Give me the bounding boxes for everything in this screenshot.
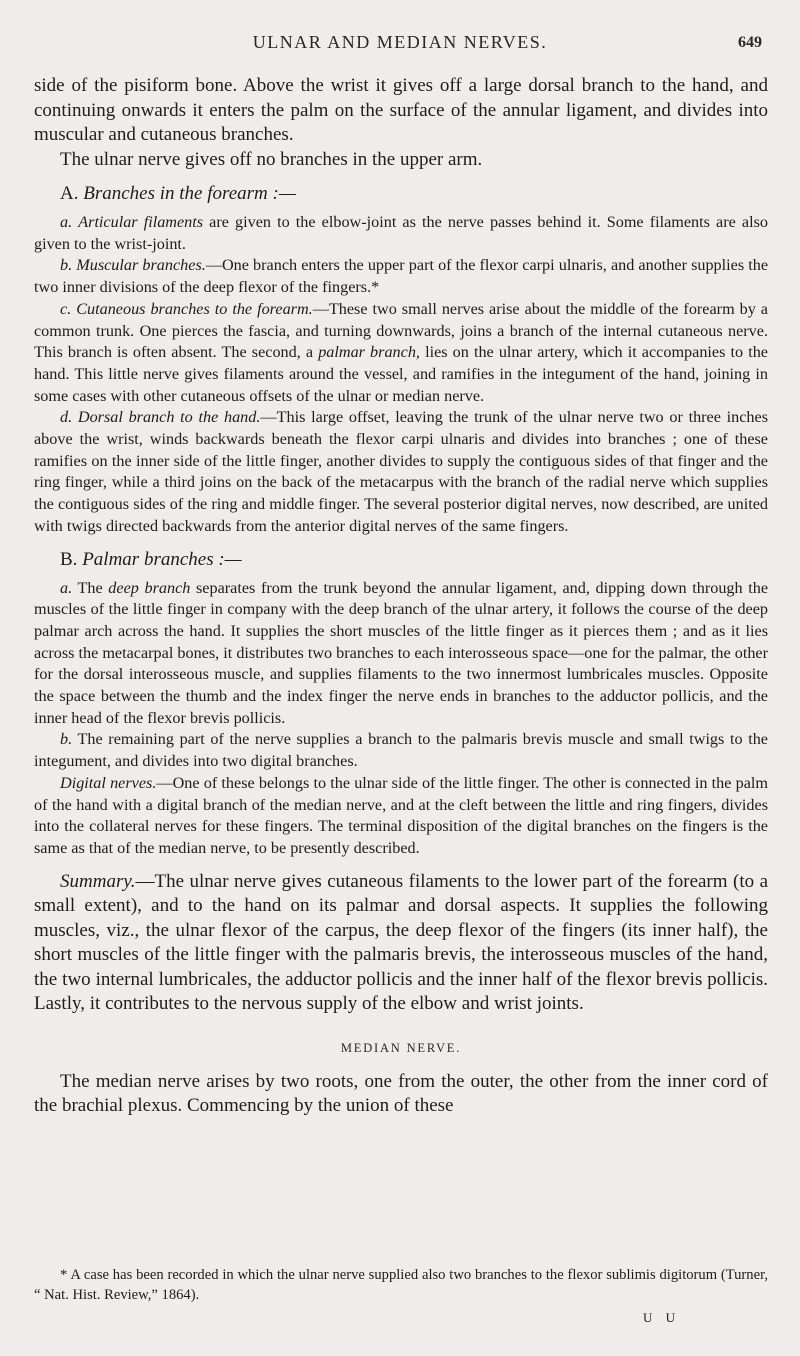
item-text: —One of these belongs to the ulnar side of the little finger. The other is connected in the palm of the hand with a digital branch of the median nerve, and at the cleft between the little and ring fingers, divides into the collateral nerves for these fingers. The terminal disposition of the digital branches on the fingers is the same as that of the median nerve, to be presently described.: [34, 773, 768, 857]
item-letter: b.: [60, 256, 73, 275]
item-text: separates from the trunk beyond the annular ligament, and, dipping down through the muscles of the little finger in company with the deep branch of the ulnar artery, it follows the course of the deep palmar arch across the hand. It supplies the short muscles of the little finger as it pierces them ; and as it lies across the metacarpal bones, it distributes two branches to each interosseous space—one for the palmar, the other for the dorsal interosseous muscle, and supplies filaments to the two innermost lumbricales muscles. Opposite the space between the thumb and the index finger the nerve ends in branches to the adductor pollicis, and the inner head of the flexor brevis pollicis.: [34, 578, 769, 727]
item-title: Cutaneous branches to the forearm.: [76, 299, 313, 318]
paragraph-dorsal: [34, 407, 768, 537]
paragraph-cutaneous: [34, 299, 768, 408]
signature-mark: U U: [642, 1310, 680, 1325]
item-letter: b.: [60, 730, 73, 749]
item-title: Digital nerves.: [60, 773, 157, 792]
item-title: Dorsal branch to the hand.: [77, 408, 261, 427]
section-letter: A.: [60, 183, 79, 204]
item-title: Articular filaments: [78, 213, 204, 231]
item-title: Muscular branches.: [76, 256, 206, 275]
section-title: Palmar branches :—: [82, 548, 242, 570]
item-text: —These two small nerves arise about the middle of the forearm by a common trunk. One pierces the fascia, and turning downwards, joins a branch of the internal cutaneous nerve. This branch is often absent. The second, a: [34, 299, 768, 362]
item-letter: c.: [60, 299, 72, 318]
paragraph-median-nerve: The median nerve arises by two roots, one from the outer, the other from the inner cord of the brachial plexus. Commencing by the union of these: [34, 1070, 768, 1117]
paragraph-deep-branch: [34, 578, 768, 730]
body-text: [34, 74, 768, 1119]
item-italic: deep branch: [108, 578, 191, 597]
page-number: 649: [738, 34, 762, 51]
paragraph-continuation: side of the pisiform bone. Above the wrist it gives off a large dorsal branch to the hand, and continuing onwards it enters the palm on the surface of the annular ligament, and divides into muscular and cutaneous branches.: [34, 75, 768, 145]
paragraph-digital-nerves: [34, 773, 768, 860]
section-heading-forearm: [34, 182, 768, 206]
paragraph-upper-arm: The ulnar nerve gives off no branches in the upper arm.: [60, 148, 483, 170]
running-title: ULNAR AND MEDIAN NERVES.: [252, 32, 548, 52]
item-letter: a.: [60, 578, 73, 597]
item-letter: d.: [60, 408, 73, 427]
section-heading-palmar: [34, 548, 768, 572]
page-header: [0, 32, 800, 62]
paragraph-remaining-part: [34, 729, 768, 772]
item-text: —The ulnar nerve gives cutaneous filaments to the lower part of the forearm (to a small extent), and to the hand on its palmar and dorsal aspects. It supplies the following muscles, viz., the ulnar flexor of the carpus, the deep flexor of the fingers (its inner half), the short muscles of the little finger with the palmaris brevis, the interosseous muscles of the hand, the two internal lumbricales, the adductor pollicis and the inner half of the flexor brevis pollicis. Lastly, it contributes to the nervous supply of the elbow and wrist joints.: [34, 870, 768, 1015]
item-text: are given to the elbow-joint as the nerve passes behind it. Some filaments are also given to the wrist-joint.: [34, 213, 768, 253]
item-text: —This large offset, leaving the trunk of the ulnar nerve two or three inches above the wrist, winds backwards beneath the flexor carpi ulnaris and divides into branches ; one of these ramifies on the inner side of the little finger, another divides to supply the contiguous sides of that finger and the ring finger, while a third joins on the back of the metacarpus with the branch of the radial nerve which supplies the contiguous sides of the ring and middle finger. The several posterior digital nerves, now described, are united with twigs directed backwards from the anterior digital nerves of the same fingers.: [34, 408, 769, 535]
footnote: * A case has been recorded in which the ulnar nerve supplied also two branches to the flexor sublimis digitorum (Turner, “ Nat. Hist. Review,” 1864).: [34, 1267, 768, 1303]
median-nerve-heading: MEDIAN NERVE.: [340, 1040, 462, 1055]
item-text: The remaining part of the nerve supplies a branch to the palmaris brevis muscle and small twigs to the integument, and divides into two digital branches.: [34, 730, 768, 771]
item-letter: a.: [60, 213, 73, 231]
item-italic: palmar branch,: [318, 343, 420, 362]
section-title: Branches in the forearm :—: [83, 183, 296, 204]
item-text: The: [72, 578, 109, 597]
section-letter: B.: [60, 548, 78, 570]
item-text: —One branch enters the upper part of the flexor carpi ulnaris, and another supplies the two inner divisions of the deep flexor of the fingers.*: [34, 256, 769, 297]
paragraph-summary: [34, 870, 768, 1017]
paragraph-muscular: [34, 255, 768, 298]
paragraph-articular: [34, 212, 768, 255]
item-title: Summary.: [60, 870, 136, 892]
item-text: lies on the ulnar artery, which it accompanies to the hand. This little nerve gives filaments around the vessel, and ramifies in the integument of the hand, joining in some cases with other cutaneous offsets of the ulnar or median nerve.: [34, 343, 768, 405]
